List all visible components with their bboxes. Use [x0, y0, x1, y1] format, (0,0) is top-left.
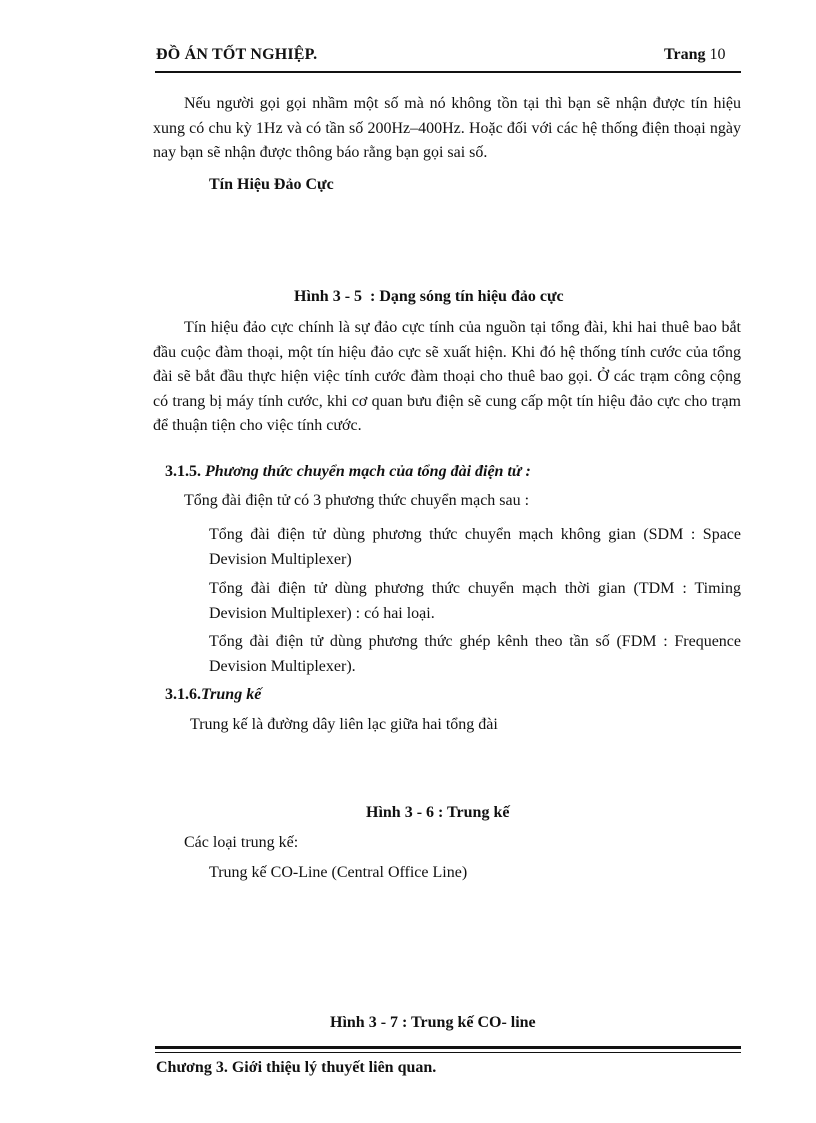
paragraph-polarity-reversal [153, 316, 741, 439]
header-title: ĐỒ ÁN TỐT NGHIỆP. [156, 46, 318, 63]
section-number: 3.1.6. [165, 686, 201, 703]
paragraph-text: Nếu người gọi gọi nhầm một số mà nó không tồn tại thì bạn sẽ nhận được tín hiệu xung có chu kỳ 1Hz và có tần số 200Hz–400Hz. Hoặc đối với các hệ thống điện thoại ngày nay bạn sẽ nhận được thông báo rằng bạn gọi sai số. [153, 95, 741, 161]
section-title: Phương thức chuyển mạch của tổng đài điện tử : [205, 463, 531, 480]
figure-caption-3-6: Hình 3 - 6 : Trung kế [366, 804, 510, 821]
list-item: Tổng đài điện tử dùng phương thức ghép kênh theo tần số (FDM : Frequence Devision Multiplexer). [209, 633, 741, 675]
trunk-definition-text: Trung kế là đường dây liên lạc giữa hai tổng đài [190, 716, 498, 733]
footer-rule-thin [155, 1052, 741, 1053]
footer-chapter: Chương 3. Giới thiệu lý thuyết liên quan. [156, 1059, 437, 1076]
list-item: Tổng đài điện tử dùng phương thức chuyển mạch không gian (SDM : Space Devision Multiplexer) [209, 526, 741, 568]
page-number: 10 [709, 46, 726, 63]
paragraph-call-wrong-number [153, 92, 741, 166]
trunk-co-line-text: Trung kế CO-Line (Central Office Line) [209, 864, 468, 881]
trunk-types-label: Các loại trung kế: [184, 834, 299, 851]
section-heading-3-1-6 [165, 686, 261, 704]
page-indicator [664, 46, 725, 64]
page-label: Trang [664, 46, 706, 63]
paragraph-text: Tín hiệu đảo cực chính là sự đảo cực tính của nguồn tại tổng đài, khi hai thuê bao bắt đầu cuộc đàm thoại, một tín hiệu đảo cực sẽ xuất hiện. Khi đó hệ thống tính cước của tổng đài sẽ bắt đầu thực hiện việc tính cước đàm thoại cho thuê bao gọi. Ở các trạm công cộng có trang bị máy tính cước, khi cơ quan bưu điện sẽ cung cấp một tín hiệu đảo cực cho trạm để thuận tiện cho việc tính cước. [153, 319, 741, 434]
figure-caption-3-7: Hình 3 - 7 : Trung kế CO- line [330, 1014, 536, 1031]
list-item: Tổng đài điện tử dùng phương thức chuyển mạch thời gian (TDM : Timing Devision Multiplexer) : có hai loại. [209, 580, 741, 622]
figure-caption-3-5: Hình 3 - 5 : Dạng sóng tín hiệu đảo cực [294, 288, 564, 305]
footer-rule-thick [155, 1046, 741, 1049]
section-intro-text: Tổng đài điện tử có 3 phương thức chuyển mạch sau : [184, 492, 530, 509]
section-number: 3.1.5. [165, 463, 201, 480]
subheading-polarity-reversal: Tín Hiệu Đảo Cực [209, 176, 334, 193]
header-rule [155, 71, 741, 73]
section-heading-3-1-5 [165, 463, 531, 481]
section-title: Trung kế [201, 686, 262, 703]
